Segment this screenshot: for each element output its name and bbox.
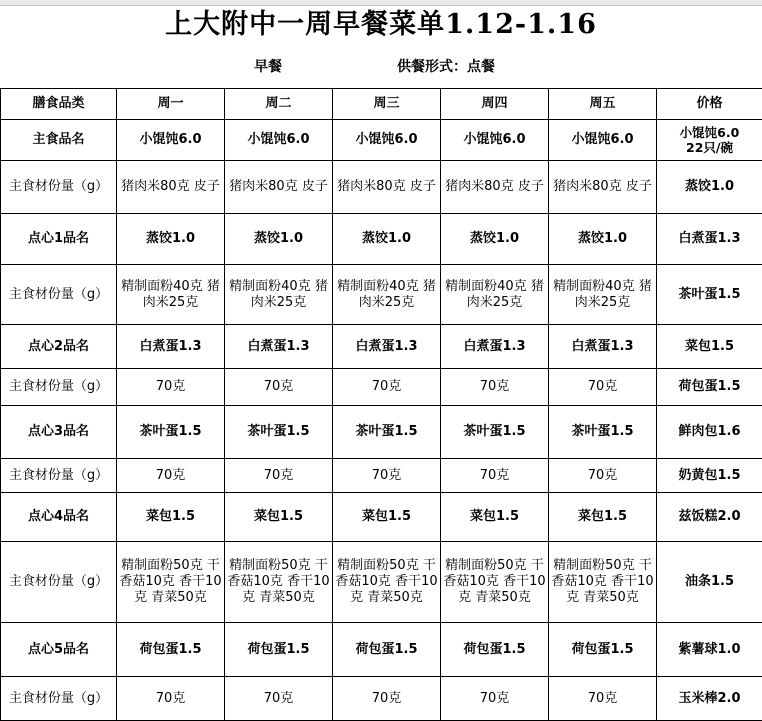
menu-item-cell: 荷包蛋1.5 [549,623,657,677]
ingredient-cell: 70克 [441,677,549,721]
row-label: 点心5品名 [1,623,117,677]
menu-item-cell: 菜包1.5 [549,493,657,542]
menu-item-cell: 荷包蛋1.5 [333,623,441,677]
price-cell [657,542,762,623]
menu-item-cell: 小馄饨6.0 [549,120,657,161]
ingredient-cell: 70克 [441,369,549,406]
row-label: 主食材份量（g） [1,369,117,406]
price-cell [657,406,762,459]
day-header: 周一 [117,89,225,120]
price-cell [657,214,762,265]
day-header: 周五 [549,89,657,120]
table-header-row [1,89,762,120]
table-row [1,265,762,325]
row-label: 点心3品名 [1,406,117,459]
day-header: 周三 [333,89,441,120]
category-header: 膳食品类 [1,89,117,120]
menu-title: 上大附中一周早餐菜单1.12-1.16 [0,5,762,45]
menu-item-cell: 荷包蛋1.5 [225,623,333,677]
price-line: 小馄饨6.0 [659,125,760,140]
price-line: 蒸饺1.0 [659,179,760,195]
service-label: 供餐形式：点餐 [397,46,495,88]
menu-item-cell: 蒸饺1.0 [117,214,225,265]
ingredient-cell: 猪肉米80克 皮子 [441,161,549,214]
ingredient-cell: 精制面粉50克 干香菇10克 香干10克 青菜50克 [333,542,441,623]
ingredient-cell: 70克 [549,459,657,493]
table-row [1,542,762,623]
price-cell [657,623,762,677]
menu-item-cell: 小馄饨6.0 [333,120,441,161]
table-row [1,325,762,369]
menu-item-cell: 菜包1.5 [225,493,333,542]
ingredient-cell: 猪肉米80克 皮子 [117,161,225,214]
ingredient-cell: 精制面粉50克 干香菇10克 香干10克 青菜50克 [441,542,549,623]
table-row [1,459,762,493]
table-row [1,493,762,542]
price-line: 玉米棒2.0 [659,691,760,707]
price-cell [657,493,762,542]
menu-item-cell: 蒸饺1.0 [333,214,441,265]
ingredient-cell: 70克 [549,677,657,721]
menu-item-cell: 荷包蛋1.5 [117,623,225,677]
menu-item-cell: 小馄饨6.0 [117,120,225,161]
table-row [1,623,762,677]
ingredient-cell: 70克 [225,677,333,721]
menu-item-cell: 茶叶蛋1.5 [441,406,549,459]
price-line: 22只/碗 [659,140,760,155]
ingredient-cell: 精制面粉40克 猪肉米25克 [441,265,549,325]
ingredient-cell: 70克 [225,369,333,406]
menu-item-cell: 菜包1.5 [333,493,441,542]
menu-item-cell: 茶叶蛋1.5 [549,406,657,459]
ingredient-cell: 70克 [333,677,441,721]
row-label: 主食材份量（g） [1,542,117,623]
menu-table [0,88,762,721]
ingredient-cell: 猪肉米80克 皮子 [225,161,333,214]
row-label: 点心1品名 [1,214,117,265]
row-label: 主食材份量（g） [1,161,117,214]
menu-item-cell: 菜包1.5 [117,493,225,542]
price-line: 兹饭糕2.0 [659,509,760,525]
price-cell [657,459,762,493]
price-line: 鲜肉包1.6 [659,424,760,440]
ingredient-cell: 精制面粉50克 干香菇10克 香干10克 青菜50克 [117,542,225,623]
price-cell [657,161,762,214]
table-row [1,214,762,265]
menu-item-cell: 白煮蛋1.3 [441,325,549,369]
ingredient-cell: 70克 [225,459,333,493]
ingredient-cell: 猪肉米80克 皮子 [333,161,441,214]
ingredient-cell: 70克 [117,459,225,493]
ingredient-cell: 70克 [333,369,441,406]
price-header: 价格 [657,89,762,120]
ingredient-cell: 70克 [441,459,549,493]
price-line: 紫薯球1.0 [659,642,760,658]
menu-item-cell: 荷包蛋1.5 [441,623,549,677]
ingredient-cell: 精制面粉40克 猪肉米25克 [117,265,225,325]
ingredient-cell: 精制面粉40克 猪肉米25克 [549,265,657,325]
menu-item-cell: 茶叶蛋1.5 [225,406,333,459]
menu-item-cell: 蒸饺1.0 [441,214,549,265]
meal-label: 早餐 [254,46,282,88]
menu-item-cell: 白煮蛋1.3 [333,325,441,369]
ingredient-cell: 70克 [117,369,225,406]
menu-item-cell: 小馄饨6.0 [441,120,549,161]
ingredient-cell: 精制面粉50克 干香菇10克 香干10克 青菜50克 [549,542,657,623]
table-row [1,369,762,406]
row-label: 主食材份量（g） [1,265,117,325]
ingredient-cell: 精制面粉40克 猪肉米25克 [225,265,333,325]
table-row [1,406,762,459]
table-row [1,677,762,721]
ingredient-cell: 猪肉米80克 皮子 [549,161,657,214]
price-cell [657,677,762,721]
menu-item-cell: 茶叶蛋1.5 [117,406,225,459]
price-line: 荷包蛋1.5 [659,379,760,395]
day-header: 周二 [225,89,333,120]
row-label: 主食品名 [1,120,117,161]
menu-item-cell: 菜包1.5 [441,493,549,542]
price-line: 白煮蛋1.3 [659,231,760,247]
table-row [1,161,762,214]
price-cell [657,325,762,369]
table-row [1,120,762,161]
menu-item-cell: 蒸饺1.0 [225,214,333,265]
day-header: 周四 [441,89,549,120]
row-label: 主食材份量（g） [1,459,117,493]
ingredient-cell: 70克 [333,459,441,493]
price-cell [657,369,762,406]
ingredient-cell: 精制面粉40克 猪肉米25克 [333,265,441,325]
ingredient-cell: 精制面粉50克 干香菇10克 香干10克 青菜50克 [225,542,333,623]
menu-item-cell: 蒸饺1.0 [549,214,657,265]
row-label: 主食材份量（g） [1,677,117,721]
ingredient-cell: 70克 [549,369,657,406]
row-label: 点心2品名 [1,325,117,369]
row-label: 点心4品名 [1,493,117,542]
price-cell [657,265,762,325]
price-line: 菜包1.5 [659,339,760,355]
menu-item-cell: 白煮蛋1.3 [549,325,657,369]
menu-item-cell: 白煮蛋1.3 [225,325,333,369]
ingredient-cell: 70克 [117,677,225,721]
menu-item-cell: 茶叶蛋1.5 [333,406,441,459]
menu-item-cell: 小馄饨6.0 [225,120,333,161]
price-line: 奶黄包1.5 [659,468,760,484]
price-cell [657,120,762,161]
price-line: 茶叶蛋1.5 [659,287,760,303]
menu-item-cell: 白煮蛋1.3 [117,325,225,369]
price-line: 油条1.5 [659,574,760,590]
